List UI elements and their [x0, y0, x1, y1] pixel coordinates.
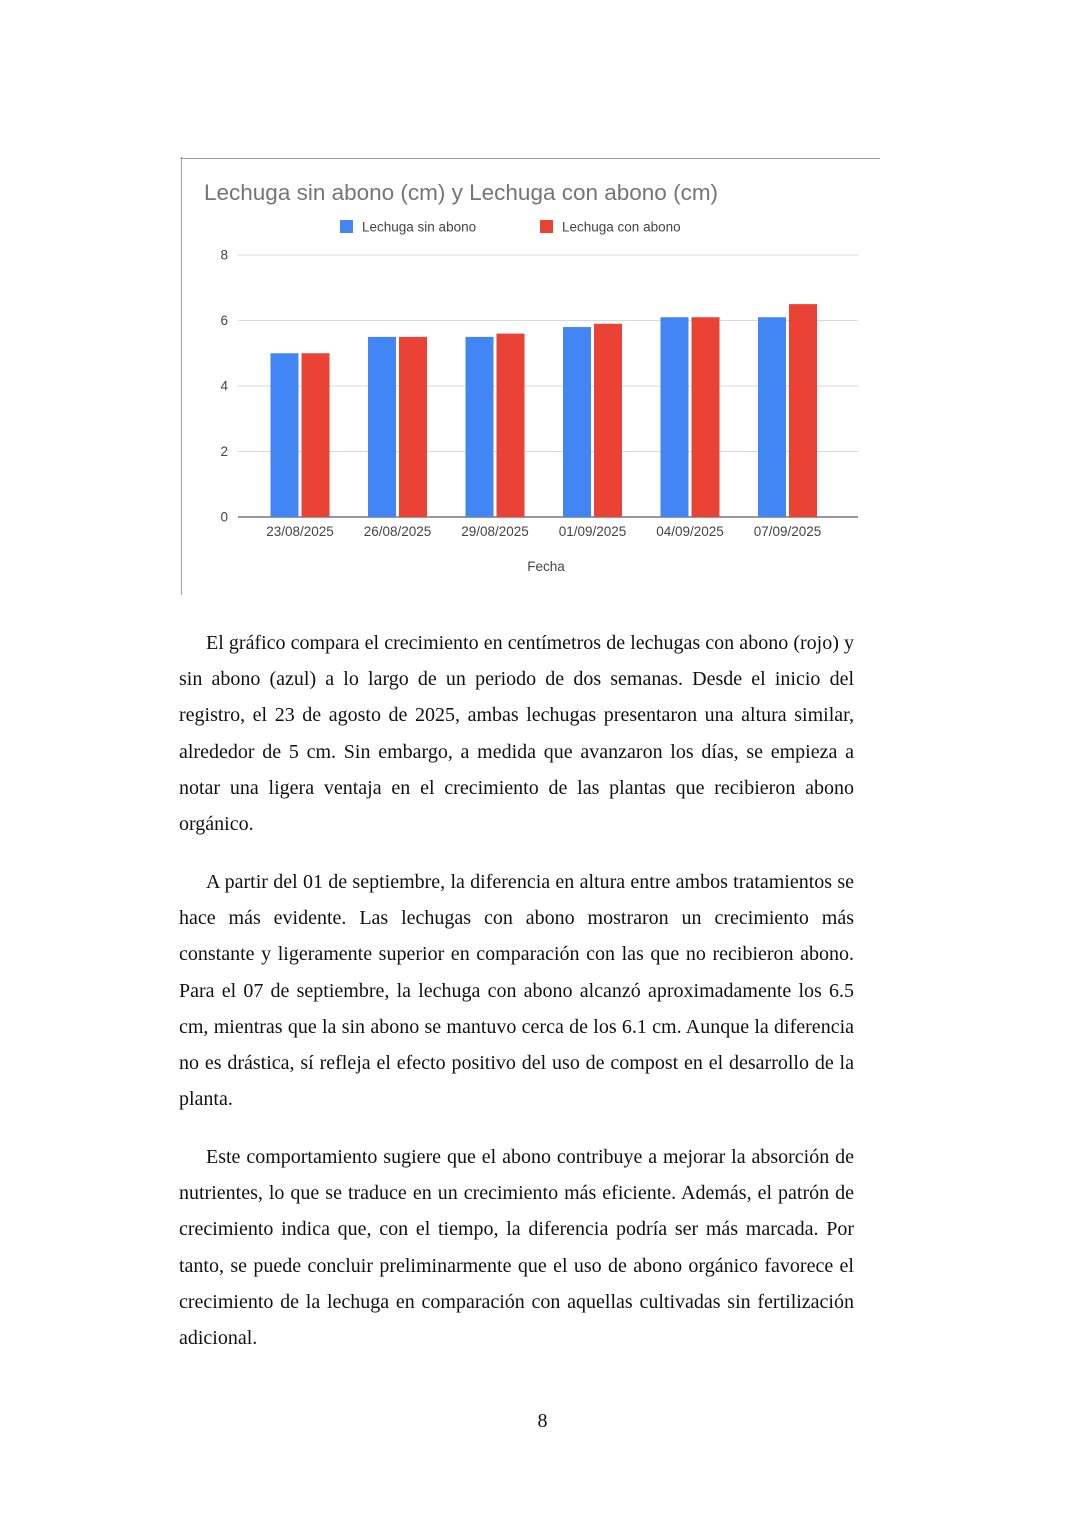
chart-legend: [340, 220, 681, 235]
bar-sin-abono: [466, 337, 494, 517]
y-tick-label: 0: [220, 509, 228, 525]
x-tick-label: 29/08/2025: [461, 524, 529, 539]
y-tick-label: 8: [220, 247, 228, 263]
x-tick-label: 01/09/2025: [558, 524, 627, 539]
paragraph-3: Este comportamiento sugiere que el abono contribuye a mejorar la absorción de nutrientes, lo que se traduce en un crecimiento más eficiente. Además, el patrón de crecimiento indica que, con el tiempo, la diferencia podría ser más marcada. Por tanto, se puede concluir preliminarmente que el uso de abono orgánico favorece el crecimiento de la lechuga en comparación con aquellas cultivadas sin fertilización adicional.: [179, 1146, 854, 1350]
x-tick-label: 23/08/2025: [266, 524, 334, 539]
x-tick-label: 07/09/2025: [753, 524, 822, 539]
bar-con-abono: [497, 334, 525, 517]
legend-label-con-abono: Lechuga con abono: [562, 219, 681, 235]
y-tick-label: 2: [220, 444, 228, 459]
bar-con-abono: [594, 324, 622, 517]
paragraph-2: A partir del 01 de septiembre, la diferencia en altura entre ambos tratamientos se hace más evidente. Las lechugas con abono mostraron un crecimiento más constante y ligeramente superior en comparación con las que no recibieron abono. Para el 07 de septiembre, la lechuga con abono alcanzó aproximadamente los 6.5 cm, mientras que la sin abono se mantuvo cerca de los 6.1 cm. Aunque la diferencia no es drástica, sí refleja el efecto positivo del uso de compost en el desarrollo de la planta.: [179, 871, 854, 1111]
bar-con-abono: [692, 317, 720, 517]
bar-con-abono: [399, 337, 427, 517]
x-tick-label: 04/09/2025: [656, 524, 724, 539]
x-tick-label: 26/08/2025: [363, 524, 432, 539]
bar-sin-abono: [368, 337, 396, 517]
chart-title: Lechuga sin abono (cm) y Lechuga con abono (cm): [204, 180, 719, 205]
paragraph-1: El gráfico compara el crecimiento en centímetros de lechugas con abono (rojo) y sin abono (azul) a lo largo de un periodo de dos semanas. Desde el inicio del registro, el 23 de agosto de 2025, ambas lechugas presentaron una altura similar, alrededor de 5 cm. Sin embargo, a medida que avanzaron los días, se empieza a notar una ligera ventaja en el crecimiento de las plantas que recibieron abono orgánico.: [179, 632, 854, 836]
bar-con-abono: [302, 353, 330, 517]
legend-swatch-con-abono: [540, 220, 553, 233]
bar-chart: [180, 157, 880, 595]
y-tick-label: 6: [220, 313, 228, 328]
legend-label-sin-abono: Lechuga sin abono: [362, 219, 477, 235]
bar-con-abono: [789, 304, 817, 517]
bar-sin-abono: [661, 317, 689, 517]
bar-sin-abono: [563, 327, 591, 517]
bar-sin-abono: [758, 317, 786, 517]
x-axis-title: Fecha: [527, 559, 565, 574]
y-tick-label: 4: [220, 378, 228, 394]
chart-x-ticks: [266, 524, 821, 539]
chart-svg: [180, 157, 880, 595]
bar-sin-abono: [271, 353, 299, 517]
page-number: 8: [537, 1410, 548, 1432]
legend-swatch-sin-abono: [340, 220, 353, 233]
chart-bars: [271, 304, 818, 517]
